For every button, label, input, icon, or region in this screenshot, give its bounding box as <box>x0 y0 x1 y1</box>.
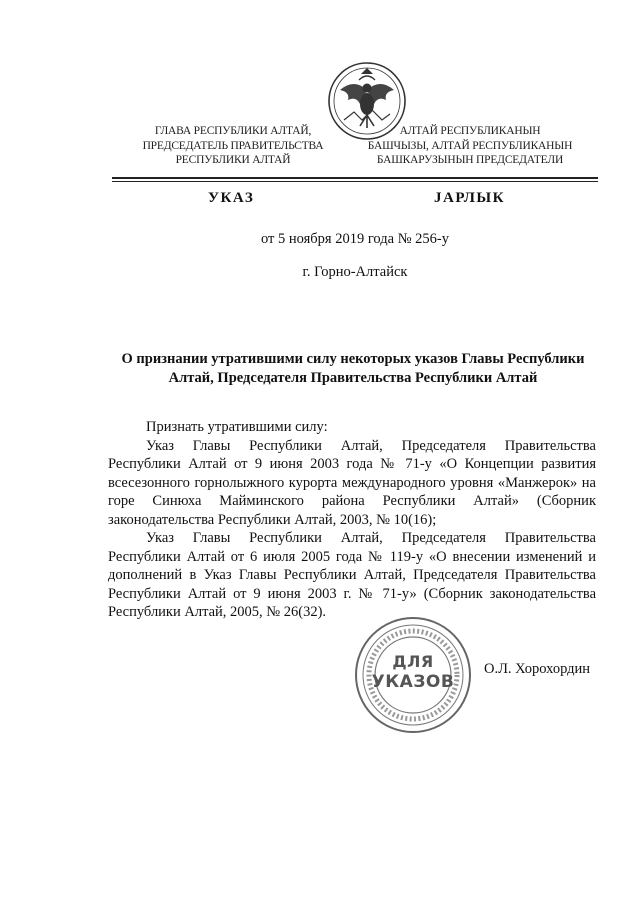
document-title-line-2: Алтай, Председателя Правительства Республики Алтай <box>168 370 538 386</box>
header-divider-thin <box>112 181 598 182</box>
header-left-block <box>128 124 338 168</box>
document-title <box>108 350 598 388</box>
document-city: г. Горно-Алтайск <box>302 264 408 280</box>
header-left-line-2: ПРЕДСЕДАТЕЛЬ ПРАВИТЕЛЬСТВА <box>142 139 324 152</box>
body-paragraph-decree-71: Указ Главы Республики Алтай, Председателя Правительства Республики Алтай от 9 июня 2003 года № 71-у «О Концепции развития всесезонного горнолыжного курорта международного уровня «Манжерок» на горе Синюха Майминского района Республики Алтай» (Сборник законодательства Республики Алтай, 2003, № 10(16); <box>108 437 596 528</box>
document-title-line-1: О признании утратившими силу некоторых указов Главы Республики <box>121 351 585 367</box>
header-right-line-3: БАШКАРУЗЫНЫН ПРЕДСЕДАТЕЛИ <box>376 154 564 166</box>
body-paragraph-decree-119: Указ Главы Республики Алтай, Председателя Правительства Республики Алтай от 6 июля 2005 года № 119-у «О внесении изменений и дополнений в Указ Главы Республики Алтай, Председателя Правительства Республики Алтай от 9 июня 2003 г. № 71-у» (Сборник законодательства Республики Алтай, 2005, № 26(32). <box>108 530 596 620</box>
stamp-line-1: ДЛЯ <box>392 652 434 671</box>
document-body <box>108 418 596 622</box>
official-stamp <box>354 616 472 734</box>
header-left-line-1: ГЛАВА РЕСПУБЛИКИ АЛТАЙ, <box>154 125 312 137</box>
doc-type-altai: JАРЛЫК <box>434 190 506 206</box>
stamp-line-2: УКАЗОВ <box>371 672 455 692</box>
doc-type-russian: УКАЗ <box>208 190 255 206</box>
body-paragraph-intro: Признать утратившими силу: <box>146 419 328 435</box>
signer-name: О.Л. Хорохордин <box>484 661 591 677</box>
document-date-number: от 5 ноября 2019 года № 256-у <box>261 231 449 247</box>
header-right-block <box>334 124 606 168</box>
header-divider-thick <box>112 177 598 179</box>
header-right-line-2: БАШЧЫЗЫ, АЛТАЙ РЕСПУБЛИКАНЫН <box>367 139 573 152</box>
header-right-line-1: АЛТАЙ РЕСПУБЛИКАНЫН <box>399 125 541 137</box>
header-left-line-3: РЕСПУБЛИКИ АЛТАЙ <box>175 154 291 166</box>
